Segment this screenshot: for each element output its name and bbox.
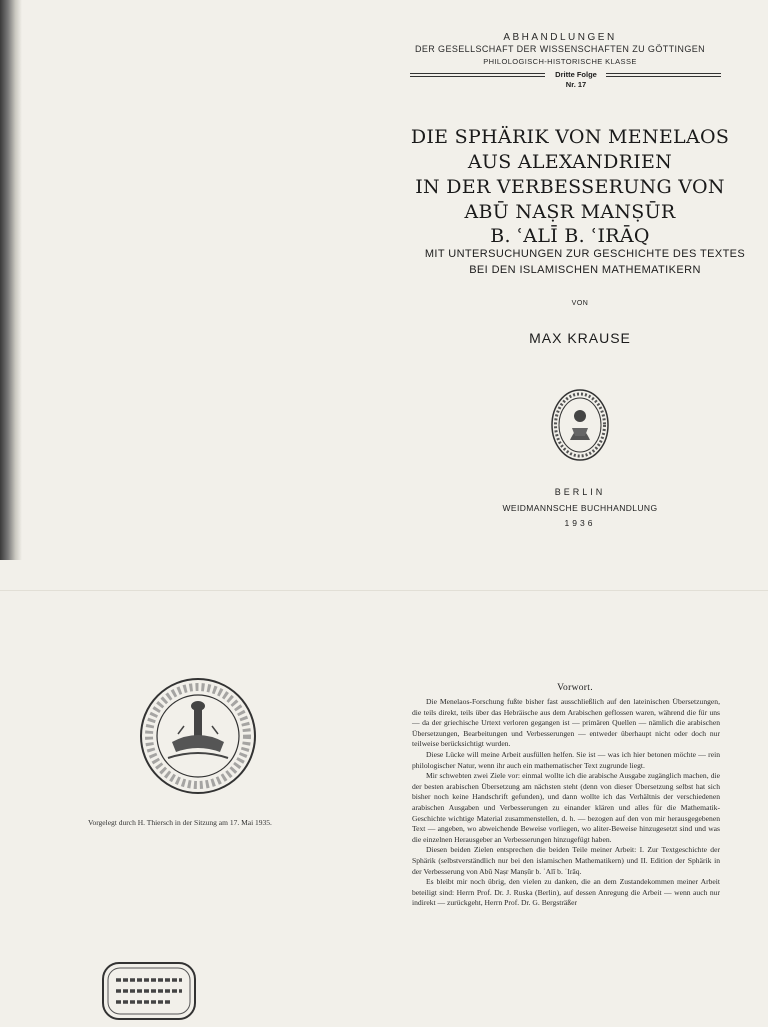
- preface-paragraph: Diesen beiden Zielen entsprechen die beiden Teile meiner Arbeit: I. Zur Textgeschichte der Sphärik (selbstverständlich nur bei den islamischen Mathematikern) und II. Edition der Sphärik in der Verbesserung von Abū Naṣr Manṣūr b. ʿAlī b. ʿIrāq.: [412, 845, 720, 876]
- preface-paragraph: Es bleibt mir noch übrig, den vielen zu danken, die an dem Zustandekommen meiner Arbeit beteiligt sind: Herrn Prof. Dr. J. Ruska (Berlin), auf dessen Anregung die Arbeit — wenn auch nur indirekt — zurückgeht, Herrn Prof. Dr. G. Bergsträßer: [412, 877, 720, 908]
- book-title-line: ABŪ NAṢR MANṢŪR: [464, 201, 676, 223]
- preface-paragraph: Die Menelaos-Forschung fußte bisher fast ausschließlich auf den lateinischen Übersetzungen, die teils direkt, teils über das Hebräische aus dem Arabischen geflossen waren, während die für uns — da der griechische Urtext verloren gegangen ist — primären Quellen — nämlich die arabischen Übersetzungen, Bearbeitungen und Verbesserungen — entweder überhaupt nicht oder doch nur teilweise berücksichtigt wurden.: [412, 697, 720, 749]
- book-title-line: B. ʿALĪ B. ʿIRĀQ: [490, 225, 650, 247]
- divider-rule: [410, 76, 545, 77]
- preface-text: [412, 697, 720, 909]
- divider-rule: [606, 73, 721, 74]
- page-fold: [0, 590, 768, 591]
- series-number: Nr. 17: [565, 80, 587, 89]
- series-title: ABHANDLUNGEN: [503, 32, 617, 43]
- series-folge: Dritte Folge: [555, 70, 597, 79]
- preface-paragraph: Diese Lücke will meine Arbeit ausfüllen helfen. Sie ist — was ich hier betonen möchte — rein philologischer Natur, wenn ihr auch ein mathematischer Text zugrunde liegt.: [412, 749, 720, 770]
- series-class: PHILOLOGISCH-HISTORISCHE KLASSE: [483, 57, 637, 66]
- preface-paragraph: Mir schwebten zwei Ziele vor: einmal wollte ich die arabische Ausgabe zugänglich machen, die der besten arabischen Übersetzung am nächsten steht (denn von dieser Übersetzung selbst hat sich bisher noch keine Handschrift gefunden), und dann wollte ich das Verhältnis der verschiedenen arabischen Ausgaben und Verbesserungen zu einander klären und alles für die Mathematik-Geschichte wichtige Material zusammenstellen, d. h. — bezogen auf den von mir herausgegebenen Text — angeben, wo abweichende Beweise vorliegen, wo aliter-Beweise hinzugesetzt sind und was die einzelnen Herausgeber an Verbesserungen hinzugefügt haben.: [412, 771, 720, 844]
- divider-rule: [606, 76, 721, 77]
- library-stamp-icon: [100, 960, 198, 1027]
- series-society: DER GESELLSCHAFT DER WISSENSCHAFTEN ZU GÖTTINGEN: [414, 44, 706, 54]
- author-name: MAX KRAUSE: [529, 330, 631, 346]
- publisher-city: BERLIN: [554, 487, 606, 497]
- preface-heading: Vorwort.: [557, 683, 593, 693]
- presentation-note: Vorgelegt durch H. Thiersch in der Sitzung am 17. Mai 1935.: [88, 818, 272, 827]
- publisher-seal-icon: [550, 388, 610, 467]
- book-subtitle-line: BEI DEN ISLAMISCHEN MATHEMATIKERN: [469, 264, 701, 276]
- publication-year: 1936: [564, 518, 596, 528]
- publisher-name: WEIDMANNSCHE BUCHHANDLUNG: [502, 503, 658, 513]
- fecundat-et-ornat-seal-icon: [138, 676, 258, 801]
- divider-rule: [410, 73, 545, 74]
- book-title-line: AUS ALEXANDRIEN: [467, 151, 673, 173]
- book-spine-shadow: [0, 0, 22, 560]
- by-label: VON: [571, 300, 589, 307]
- book-subtitle-line: MIT UNTERSUCHUNGEN ZUR GESCHICHTE DES TEXTES: [424, 248, 746, 260]
- book-title-line: DIE SPHÄRIK VON MENELAOS: [410, 126, 730, 148]
- book-title-line: IN DER VERBESSERUNG VON: [415, 176, 725, 198]
